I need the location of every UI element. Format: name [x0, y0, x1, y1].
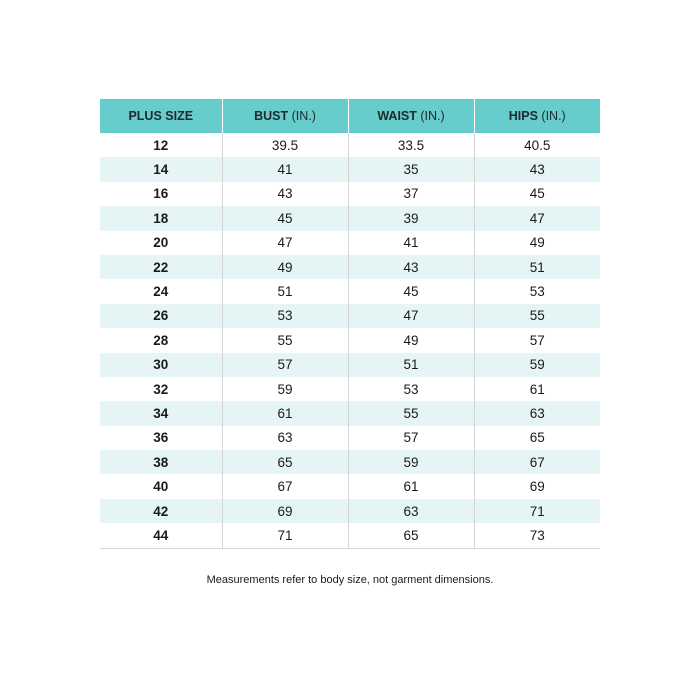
cell-bust: 69 [222, 499, 348, 523]
table-row [100, 353, 600, 377]
table-row [100, 426, 600, 450]
cell-waist: 49 [348, 328, 474, 352]
header-bust: BUST (IN.) [222, 99, 348, 133]
cell-bust: 41 [222, 157, 348, 181]
cell-hips: 45 [474, 182, 600, 206]
table-body [100, 133, 600, 548]
cell-size: 38 [100, 450, 222, 474]
size-table [100, 99, 600, 549]
table-header-row [100, 99, 600, 133]
cell-size: 24 [100, 279, 222, 303]
cell-waist: 51 [348, 353, 474, 377]
cell-waist: 35 [348, 157, 474, 181]
cell-hips: 49 [474, 231, 600, 255]
cell-waist: 55 [348, 401, 474, 425]
cell-waist: 41 [348, 231, 474, 255]
cell-size: 18 [100, 206, 222, 230]
cell-hips: 61 [474, 377, 600, 401]
cell-hips: 59 [474, 353, 600, 377]
table-row [100, 474, 600, 498]
cell-bust: 59 [222, 377, 348, 401]
cell-size: 28 [100, 328, 222, 352]
cell-size: 40 [100, 474, 222, 498]
table-row [100, 450, 600, 474]
cell-size: 42 [100, 499, 222, 523]
cell-size: 44 [100, 523, 222, 548]
table-row [100, 401, 600, 425]
size-chart [100, 99, 600, 549]
cell-hips: 51 [474, 255, 600, 279]
cell-size: 26 [100, 304, 222, 328]
cell-waist: 63 [348, 499, 474, 523]
table-row [100, 157, 600, 181]
cell-size: 32 [100, 377, 222, 401]
cell-bust: 45 [222, 206, 348, 230]
cell-size: 22 [100, 255, 222, 279]
cell-hips: 69 [474, 474, 600, 498]
cell-waist: 47 [348, 304, 474, 328]
cell-bust: 49 [222, 255, 348, 279]
cell-hips: 55 [474, 304, 600, 328]
header-hips: HIPS (IN.) [474, 99, 600, 133]
cell-size: 14 [100, 157, 222, 181]
cell-bust: 53 [222, 304, 348, 328]
table-row [100, 304, 600, 328]
cell-bust: 57 [222, 353, 348, 377]
table-row [100, 328, 600, 352]
cell-bust: 39.5 [222, 133, 348, 157]
cell-bust: 67 [222, 474, 348, 498]
header-plus-size: PLUS SIZE [100, 99, 222, 133]
cell-size: 16 [100, 182, 222, 206]
cell-waist: 39 [348, 206, 474, 230]
cell-waist: 61 [348, 474, 474, 498]
cell-waist: 59 [348, 450, 474, 474]
cell-bust: 65 [222, 450, 348, 474]
table-row [100, 133, 600, 157]
cell-hips: 43 [474, 157, 600, 181]
cell-bust: 51 [222, 279, 348, 303]
cell-waist: 43 [348, 255, 474, 279]
cell-hips: 71 [474, 499, 600, 523]
table-row [100, 523, 600, 548]
cell-waist: 37 [348, 182, 474, 206]
cell-bust: 71 [222, 523, 348, 548]
cell-hips: 40.5 [474, 133, 600, 157]
table-row [100, 499, 600, 523]
cell-size: 12 [100, 133, 222, 157]
cell-bust: 47 [222, 231, 348, 255]
table-row [100, 255, 600, 279]
cell-hips: 47 [474, 206, 600, 230]
table-row [100, 377, 600, 401]
cell-size: 36 [100, 426, 222, 450]
cell-hips: 57 [474, 328, 600, 352]
cell-bust: 61 [222, 401, 348, 425]
cell-waist: 65 [348, 523, 474, 548]
cell-hips: 73 [474, 523, 600, 548]
cell-size: 34 [100, 401, 222, 425]
cell-hips: 65 [474, 426, 600, 450]
cell-waist: 53 [348, 377, 474, 401]
cell-size: 30 [100, 353, 222, 377]
cell-waist: 57 [348, 426, 474, 450]
cell-hips: 63 [474, 401, 600, 425]
header-waist: WAIST (IN.) [348, 99, 474, 133]
cell-bust: 43 [222, 182, 348, 206]
table-row [100, 279, 600, 303]
footnote: Measurements refer to body size, not garment dimensions. [206, 574, 494, 586]
cell-waist: 33.5 [348, 133, 474, 157]
table-row [100, 182, 600, 206]
cell-hips: 53 [474, 279, 600, 303]
cell-hips: 67 [474, 450, 600, 474]
table-row [100, 206, 600, 230]
cell-size: 20 [100, 231, 222, 255]
cell-bust: 55 [222, 328, 348, 352]
cell-waist: 45 [348, 279, 474, 303]
cell-bust: 63 [222, 426, 348, 450]
table-row [100, 231, 600, 255]
